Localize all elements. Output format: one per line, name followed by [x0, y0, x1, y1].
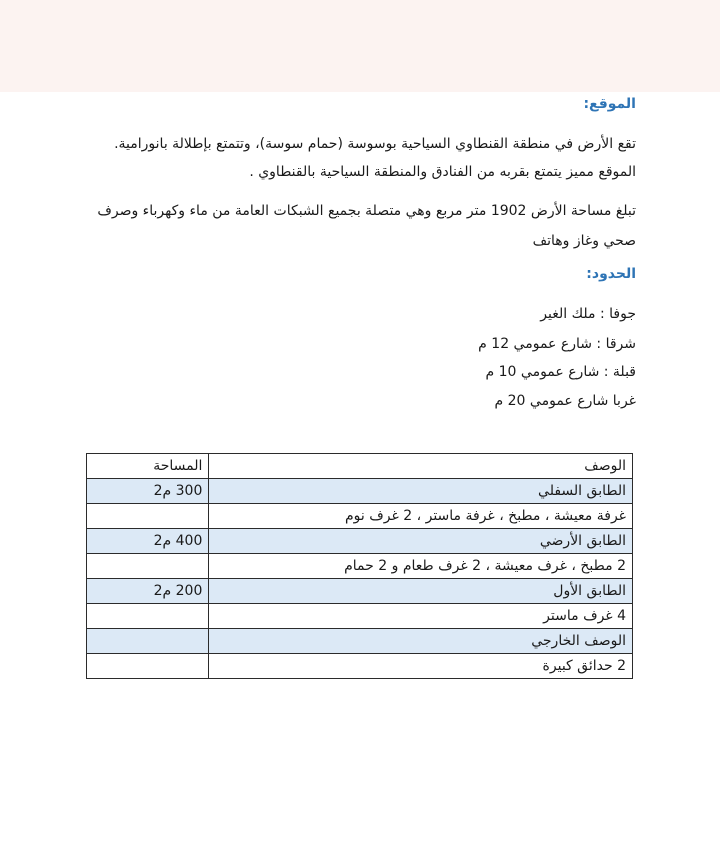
border-north: جوفا : ملك الغير [540, 306, 636, 322]
location-heading: الموقع: [583, 96, 636, 112]
table-header-row [87, 454, 633, 479]
location-line-3: تبلغ مساحة الأرض 1902 متر مربع وهي متصلة بجميع الشبكات العامة من ماء وكهرباء وصرف صحي وغاز وهاتف [97, 203, 636, 249]
row-area [87, 604, 209, 629]
row-area [87, 629, 209, 654]
table-row [87, 504, 633, 529]
row-description: 4 غرف ماستر [209, 604, 633, 629]
header-area: المساحة [87, 454, 209, 479]
table-row [87, 579, 633, 604]
row-area: 400 م2 [87, 529, 209, 554]
row-area [87, 654, 209, 679]
location-line-1: تقع الأرض في منطقة القنطاوي السياحية بوسوسة (حمام سوسة)، وتتمتع بإطلالة بانورامية. [114, 136, 636, 152]
borders-heading: الحدود: [586, 266, 636, 282]
row-description: 2 مطبخ ، غرف معيشة ، 2 غرف طعام و 2 حمام [209, 554, 633, 579]
location-line-2: الموقع مميز يتمتع بقربه من الفنادق والمنطقة السياحية بالقنطاوي . [249, 164, 636, 180]
table-row [87, 554, 633, 579]
row-area: 200 م2 [87, 579, 209, 604]
row-description: الطابق السفلي [209, 479, 633, 504]
row-description: الوصف الخارجي [209, 629, 633, 654]
table-row [87, 479, 633, 504]
table-row [87, 654, 633, 679]
row-description: الطابق الأول [209, 579, 633, 604]
table-row [87, 604, 633, 629]
specs-table [86, 453, 633, 679]
top-band [0, 0, 720, 92]
row-description: 2 حدائق كبيرة [209, 654, 633, 679]
row-area [87, 554, 209, 579]
border-west: غربا شارع عمومي 20 م [494, 393, 636, 409]
row-description: الطابق الأرضي [209, 529, 633, 554]
border-south: قبلة : شارع عمومي 10 م [485, 364, 636, 380]
row-area [87, 504, 209, 529]
row-area: 300 م2 [87, 479, 209, 504]
row-description: غرفة معيشة ، مطبخ ، غرفة ماستر ، 2 غرف نوم [209, 504, 633, 529]
table-row [87, 629, 633, 654]
header-description: الوصف [209, 454, 633, 479]
border-east: شرقا : شارع عمومي 12 م [478, 336, 636, 352]
table-row [87, 529, 633, 554]
